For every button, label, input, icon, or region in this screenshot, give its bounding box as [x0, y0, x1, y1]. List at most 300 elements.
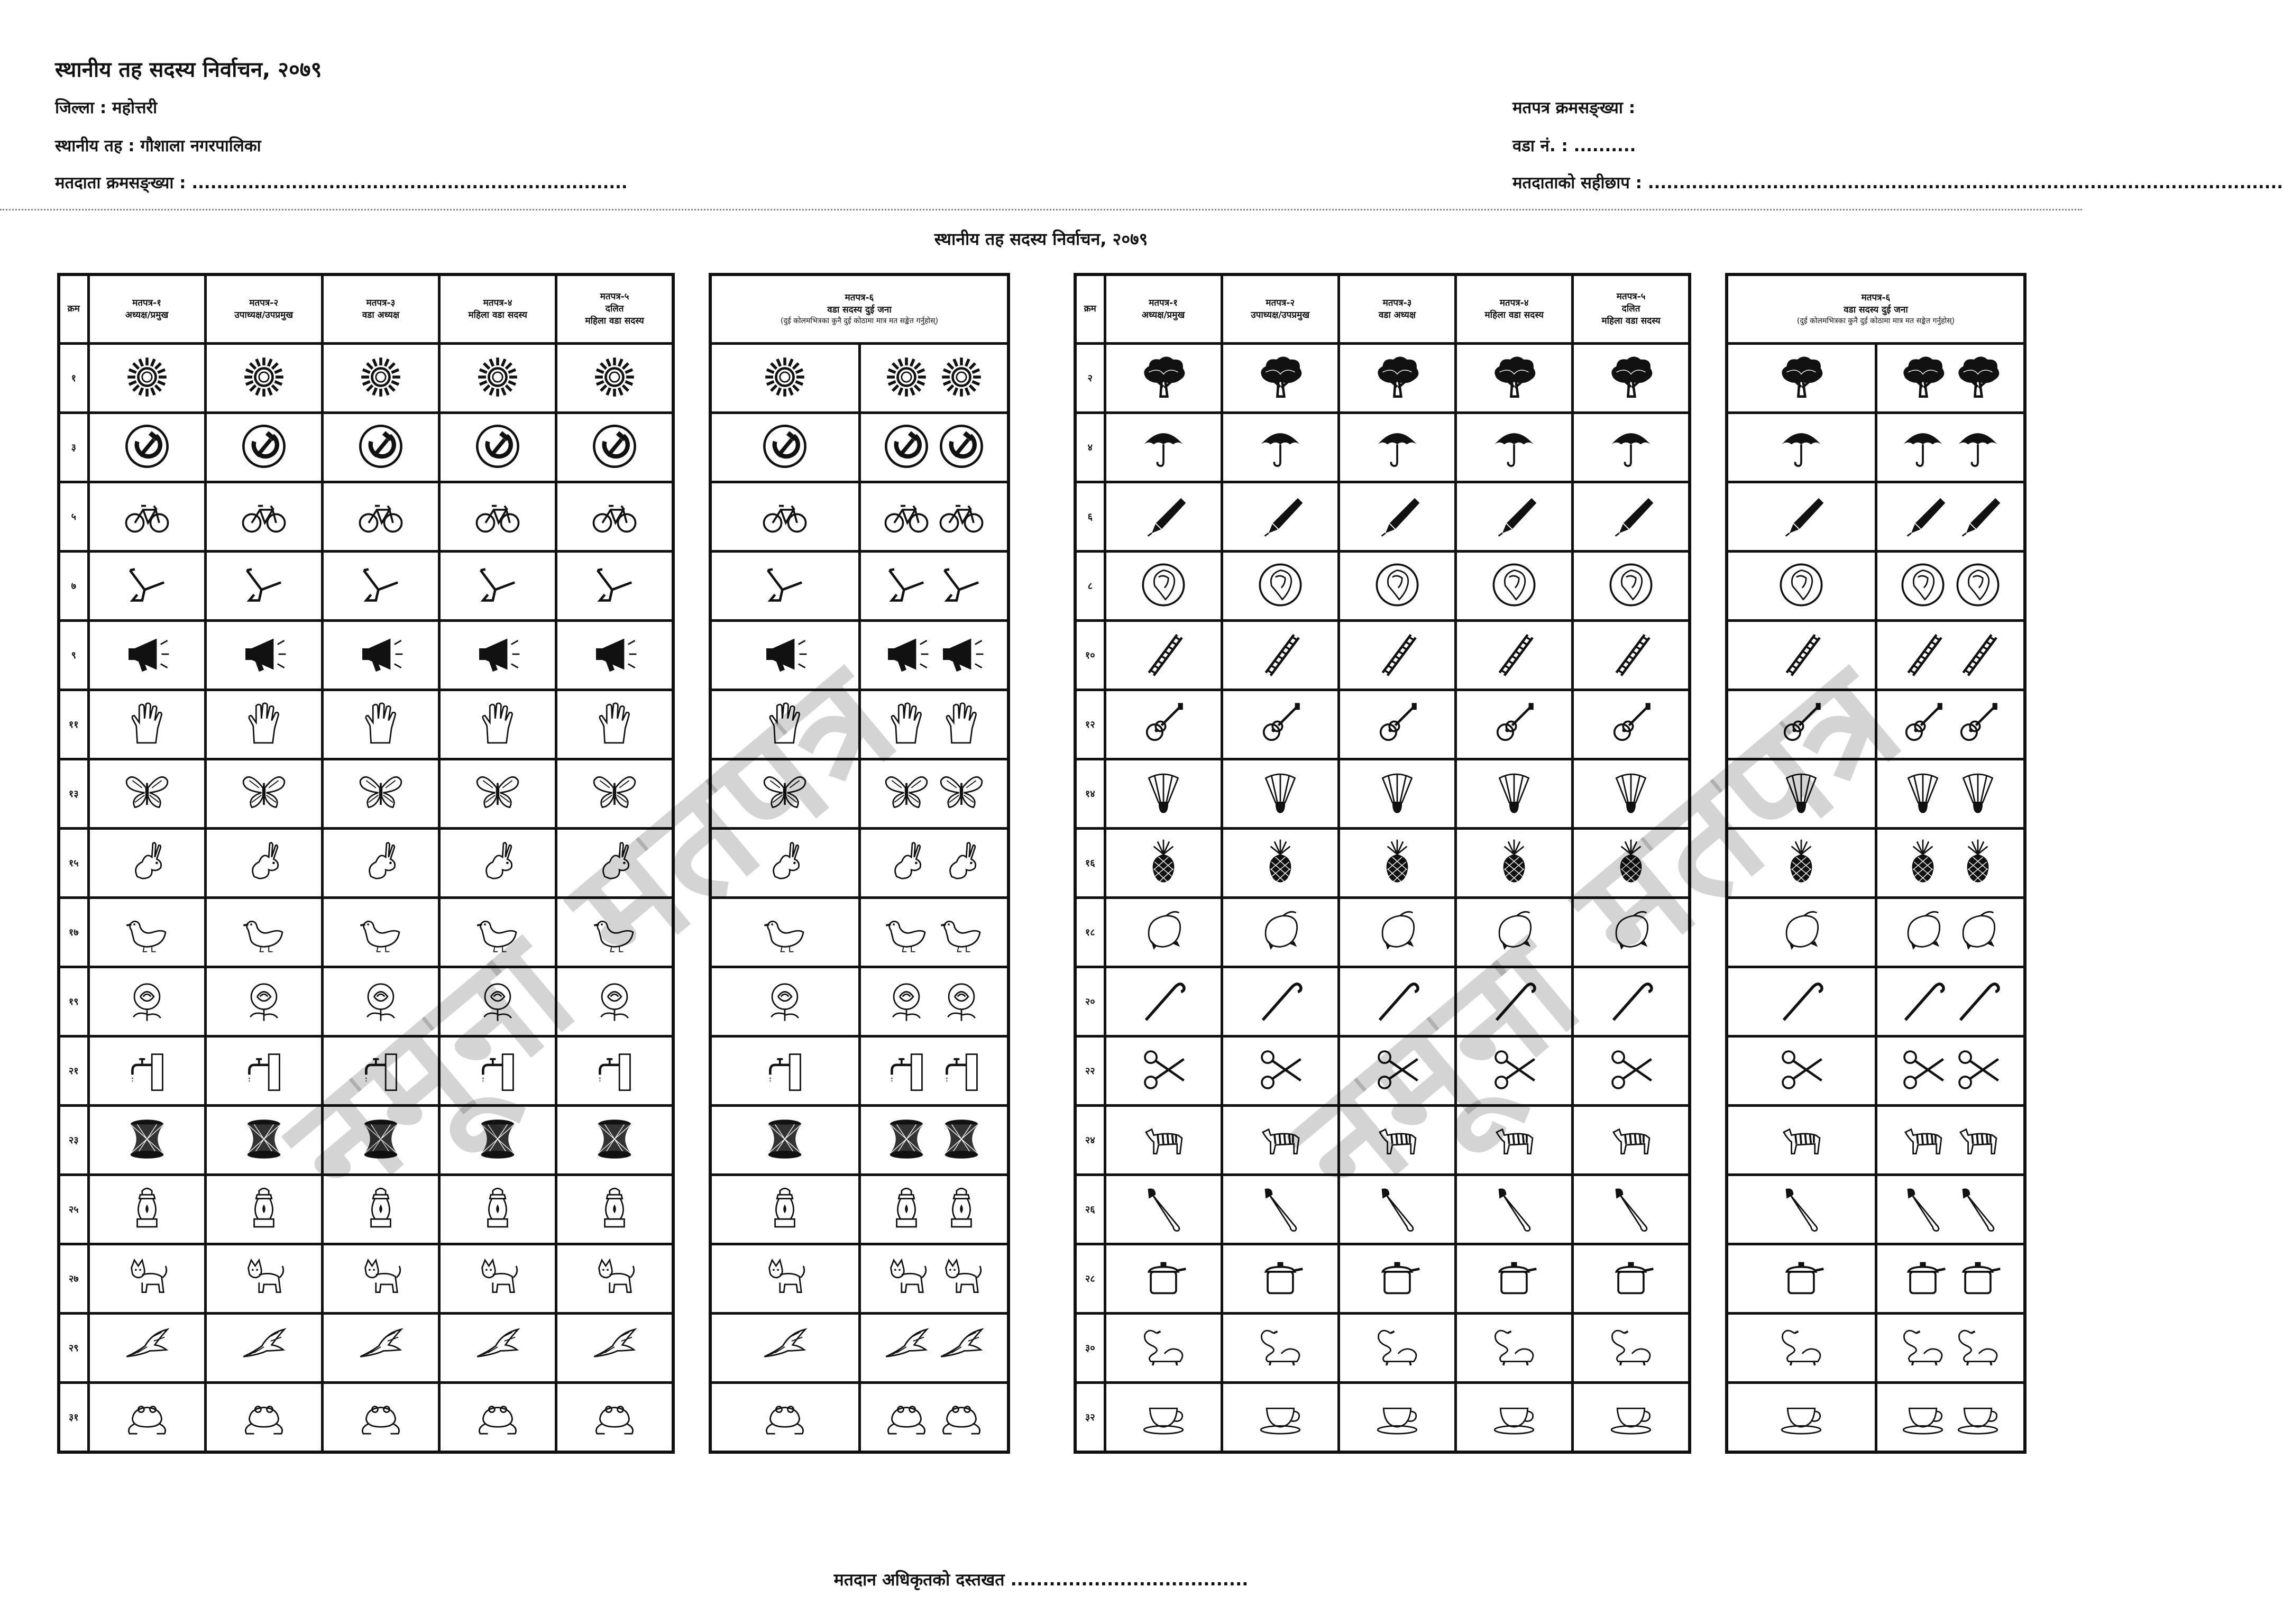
scissors-icon: [1899, 1045, 1947, 1096]
serial-number: ३: [59, 413, 88, 482]
vote-cell-pair[interactable]: [859, 413, 1008, 482]
vote-cell[interactable]: [1573, 1106, 1690, 1175]
vote-cell[interactable]: [1456, 1175, 1573, 1244]
swan-icon: [1256, 1323, 1305, 1373]
vote-cell[interactable]: [1222, 344, 1338, 413]
ladder-icon: [1899, 630, 1947, 681]
vote-cell[interactable]: [1105, 1106, 1222, 1175]
vote-cell[interactable]: [1727, 621, 1876, 690]
eagle-icon: [590, 1323, 639, 1373]
vote-cell[interactable]: [556, 1314, 673, 1383]
vote-cell[interactable]: [322, 1383, 439, 1453]
vote-cell[interactable]: [88, 759, 205, 829]
vote-cell[interactable]: [88, 1036, 205, 1106]
vote-cell[interactable]: [205, 1383, 322, 1453]
vote-cell[interactable]: [439, 1175, 556, 1244]
vote-cell[interactable]: [205, 759, 322, 829]
vote-cell[interactable]: [322, 552, 439, 621]
vote-cell-pair[interactable]: [859, 690, 1008, 759]
vote-cell[interactable]: [556, 344, 673, 413]
lantern-icon: [473, 1184, 522, 1235]
vote-cell[interactable]: [88, 967, 205, 1036]
vote-cell[interactable]: [1727, 1175, 1876, 1244]
frog-icon: [123, 1392, 171, 1443]
vote-cell[interactable]: [88, 552, 205, 621]
vote-cell[interactable]: [1727, 759, 1876, 829]
vote-cell[interactable]: [1222, 829, 1338, 898]
vote-cell[interactable]: [556, 1106, 673, 1175]
vote-cell[interactable]: [710, 344, 859, 413]
vote-cell[interactable]: [439, 1244, 556, 1314]
vote-cell[interactable]: [1727, 1244, 1876, 1314]
rabbit-icon: [590, 838, 639, 888]
tap-icon: [240, 1045, 288, 1096]
vote-cell[interactable]: [1573, 1244, 1690, 1314]
vote-cell[interactable]: [710, 1175, 859, 1244]
vote-cell[interactable]: [1105, 344, 1222, 413]
vote-cell[interactable]: [88, 621, 205, 690]
vote-cell-pair[interactable]: [1876, 829, 2025, 898]
vote-cell[interactable]: [205, 1175, 322, 1244]
vote-cell[interactable]: [1338, 621, 1455, 690]
shuttlecock-icon: [1373, 768, 1422, 819]
vote-cell[interactable]: [205, 898, 322, 967]
vote-cell[interactable]: [205, 344, 322, 413]
walking-stick-icon: [1256, 976, 1305, 1027]
vote-cell[interactable]: [1573, 344, 1690, 413]
vote-cell[interactable]: [1338, 690, 1455, 759]
ballot-column-header: [1573, 274, 1690, 344]
vote-cell[interactable]: [1222, 1244, 1338, 1314]
vote-cell[interactable]: [1338, 759, 1455, 829]
vote-cell[interactable]: [556, 690, 673, 759]
vote-cell[interactable]: [1222, 1175, 1338, 1244]
vote-cell-pair[interactable]: [1876, 621, 2025, 690]
lantern-icon: [937, 1184, 986, 1235]
vote-cell-pair[interactable]: [1876, 344, 2025, 413]
plough-icon: [760, 561, 809, 611]
vote-cell[interactable]: [1573, 1036, 1690, 1106]
vote-cell[interactable]: [1727, 898, 1876, 967]
vote-cell[interactable]: [1338, 898, 1455, 967]
vote-cell[interactable]: [322, 898, 439, 967]
vote-cell[interactable]: [1105, 690, 1222, 759]
vote-cell[interactable]: [88, 1314, 205, 1383]
vote-cell-pair[interactable]: [1876, 1244, 2025, 1314]
vote-cell-pair[interactable]: [859, 759, 1008, 829]
vote-cell-pair[interactable]: [1876, 690, 2025, 759]
vote-cell-pair[interactable]: [1876, 759, 2025, 829]
vote-cell[interactable]: [1105, 1175, 1222, 1244]
butterfly-icon: [937, 768, 986, 819]
vote-cell[interactable]: [710, 1106, 859, 1175]
vote-cell-pair[interactable]: [859, 482, 1008, 552]
vote-cell[interactable]: [439, 759, 556, 829]
mango-icon: [1139, 907, 1188, 958]
vote-cell[interactable]: [322, 1036, 439, 1106]
vote-cell[interactable]: [439, 413, 556, 482]
vote-cell[interactable]: [322, 482, 439, 552]
vote-cell[interactable]: [710, 759, 859, 829]
vote-cell[interactable]: [88, 1106, 205, 1175]
vote-cell[interactable]: [1105, 829, 1222, 898]
tree-icon: [1490, 353, 1538, 403]
vote-cell[interactable]: [556, 1036, 673, 1106]
vote-cell[interactable]: [1456, 829, 1573, 898]
vote-cell[interactable]: [1456, 621, 1573, 690]
vote-cell[interactable]: [1456, 898, 1573, 967]
vote-cell[interactable]: [205, 1244, 322, 1314]
vote-cell[interactable]: [1573, 482, 1690, 552]
vote-cell[interactable]: [1456, 1244, 1573, 1314]
stool-icon: [356, 1115, 405, 1166]
umbrella-icon: [1954, 422, 2002, 473]
vote-cell-pair[interactable]: [1876, 482, 2025, 552]
rose-icon: [760, 976, 809, 1027]
vote-cell-pair[interactable]: [1876, 1383, 2025, 1453]
serial-number: १५: [59, 829, 88, 898]
vote-cell[interactable]: [1573, 1175, 1690, 1244]
hand-icon: [123, 699, 171, 750]
ballot-row: [710, 413, 1008, 482]
vote-cell-pair[interactable]: [1876, 1314, 2025, 1383]
vote-cell[interactable]: [439, 1383, 556, 1453]
vote-cell-pair[interactable]: [859, 829, 1008, 898]
vote-cell[interactable]: [556, 759, 673, 829]
vote-cell[interactable]: [710, 1244, 859, 1314]
vote-cell[interactable]: [205, 1036, 322, 1106]
hammer-sickle-icon: [356, 422, 405, 473]
vote-cell[interactable]: [1222, 621, 1338, 690]
vote-cell[interactable]: [1338, 1106, 1455, 1175]
ward-member-column-header: [710, 274, 1008, 344]
duck-icon: [882, 907, 931, 958]
swan-icon: [1139, 1323, 1188, 1373]
vote-cell[interactable]: [556, 1175, 673, 1244]
vote-cell[interactable]: [1573, 690, 1690, 759]
vote-cell[interactable]: [322, 759, 439, 829]
bicycle-icon: [356, 491, 405, 542]
vote-cell[interactable]: [1456, 344, 1573, 413]
vote-cell[interactable]: [1222, 552, 1338, 621]
vote-cell[interactable]: [439, 482, 556, 552]
post-name: वडा सदस्य दुई जना: [1844, 305, 1908, 316]
vote-cell[interactable]: [205, 552, 322, 621]
vote-cell[interactable]: [205, 1106, 322, 1175]
vote-cell-pair[interactable]: [859, 1314, 1008, 1383]
vote-cell[interactable]: [88, 482, 205, 552]
vote-cell[interactable]: [556, 552, 673, 621]
vote-cell[interactable]: [1727, 1314, 1876, 1383]
tree-icon: [1777, 353, 1826, 403]
vote-cell-pair[interactable]: [1876, 413, 2025, 482]
vote-cell-pair[interactable]: [1876, 967, 2025, 1036]
vote-cell[interactable]: [1456, 413, 1573, 482]
vote-cell[interactable]: [1105, 759, 1222, 829]
serial-number: १६: [1075, 829, 1105, 898]
ward-number-label: वडा नं. : ..........: [1512, 136, 1636, 155]
vote-cell[interactable]: [1338, 344, 1455, 413]
vote-cell[interactable]: [205, 690, 322, 759]
vote-cell[interactable]: [1222, 759, 1338, 829]
vote-cell[interactable]: [710, 898, 859, 967]
vote-cell[interactable]: [1456, 759, 1573, 829]
vote-cell[interactable]: [322, 413, 439, 482]
vote-cell[interactable]: [1456, 690, 1573, 759]
vote-cell[interactable]: [439, 829, 556, 898]
tap-icon: [882, 1045, 931, 1096]
vote-cell[interactable]: [1105, 621, 1222, 690]
serial-number: २३: [59, 1106, 88, 1175]
scissors-icon: [1139, 1045, 1188, 1096]
vote-cell[interactable]: [1222, 1314, 1338, 1383]
vote-cell[interactable]: [1105, 1244, 1222, 1314]
serial-column-header: क्रम: [1075, 274, 1105, 344]
vote-cell-pair[interactable]: [1876, 898, 2025, 967]
vote-cell[interactable]: [322, 1314, 439, 1383]
duck-icon: [240, 907, 288, 958]
vote-cell[interactable]: [1338, 1036, 1455, 1106]
scissors-icon: [1954, 1045, 2002, 1096]
vote-cell[interactable]: [1727, 1106, 1876, 1175]
ballot-column-header: [1456, 274, 1573, 344]
vote-cell-pair[interactable]: [859, 1383, 1008, 1453]
vote-cell[interactable]: [439, 690, 556, 759]
ballot-number: मतपत्र-६: [1861, 292, 1891, 304]
vote-cell[interactable]: [1727, 413, 1876, 482]
vote-cell-pair[interactable]: [859, 552, 1008, 621]
vote-cell[interactable]: [556, 898, 673, 967]
vote-cell[interactable]: [322, 829, 439, 898]
vote-cell[interactable]: [322, 1175, 439, 1244]
tree-icon: [1954, 353, 2002, 403]
vote-cell[interactable]: [88, 898, 205, 967]
vote-cell[interactable]: [439, 1314, 556, 1383]
stool-icon: [760, 1115, 809, 1166]
vote-cell[interactable]: [1727, 552, 1876, 621]
vote-cell-pair[interactable]: [859, 621, 1008, 690]
pineapple-icon: [1373, 838, 1422, 888]
vote-cell[interactable]: [1338, 1175, 1455, 1244]
vote-cell[interactable]: [1222, 413, 1338, 482]
cup-icon: [1777, 1392, 1826, 1443]
vote-cell[interactable]: [1727, 1036, 1876, 1106]
rabbit-icon: [473, 838, 522, 888]
ladder-icon: [1139, 630, 1188, 681]
vote-cell[interactable]: [1222, 1106, 1338, 1175]
conch-icon: [1256, 561, 1305, 611]
scissors-icon: [1607, 1045, 1655, 1096]
vote-cell[interactable]: [1573, 621, 1690, 690]
vote-cell[interactable]: [1456, 482, 1573, 552]
vote-cell[interactable]: [322, 1244, 439, 1314]
vote-cell[interactable]: [1456, 967, 1573, 1036]
vote-cell-pair[interactable]: [859, 967, 1008, 1036]
vote-cell[interactable]: [710, 482, 859, 552]
vote-cell-pair[interactable]: [1876, 1106, 2025, 1175]
vote-cell[interactable]: [1105, 552, 1222, 621]
vote-cell[interactable]: [1338, 1383, 1455, 1453]
vote-cell[interactable]: [439, 621, 556, 690]
vote-cell[interactable]: [1573, 829, 1690, 898]
vote-cell[interactable]: [556, 1244, 673, 1314]
vote-cell[interactable]: [1338, 1244, 1455, 1314]
vote-cell[interactable]: [556, 967, 673, 1036]
vote-cell[interactable]: [205, 1314, 322, 1383]
vote-cell[interactable]: [205, 621, 322, 690]
voter-serial-label: मतदाता क्रमसङ्ख्या : ......................................................................: [55, 173, 628, 192]
vote-cell[interactable]: [556, 482, 673, 552]
guitar-icon: [1607, 699, 1655, 750]
ballot-grid-right-main: [1074, 273, 1691, 1454]
vote-cell[interactable]: [322, 621, 439, 690]
ballot-row: [1727, 482, 2025, 552]
vote-cell[interactable]: [1573, 552, 1690, 621]
vote-cell[interactable]: [710, 413, 859, 482]
vote-cell[interactable]: [1105, 1036, 1222, 1106]
vote-cell[interactable]: [1105, 898, 1222, 967]
vote-cell[interactable]: [88, 413, 205, 482]
vote-cell-pair[interactable]: [859, 1244, 1008, 1314]
vote-cell[interactable]: [88, 1175, 205, 1244]
vote-cell[interactable]: [1222, 482, 1338, 552]
vote-cell[interactable]: [710, 1036, 859, 1106]
pineapple-icon: [1607, 838, 1655, 888]
shuttlecock-icon: [1490, 768, 1538, 819]
vote-cell[interactable]: [88, 1244, 205, 1314]
tree-icon: [1899, 353, 1947, 403]
vote-cell[interactable]: [710, 829, 859, 898]
vote-cell[interactable]: [710, 621, 859, 690]
vote-cell[interactable]: [1573, 967, 1690, 1036]
vote-cell[interactable]: [205, 482, 322, 552]
vote-cell[interactable]: [1338, 829, 1455, 898]
vote-cell[interactable]: [556, 621, 673, 690]
vote-cell[interactable]: [1338, 967, 1455, 1036]
vote-cell[interactable]: [1222, 898, 1338, 967]
stool-icon: [240, 1115, 288, 1166]
vote-cell[interactable]: [1727, 967, 1876, 1036]
vote-cell[interactable]: [1222, 690, 1338, 759]
vote-cell[interactable]: [710, 1314, 859, 1383]
vote-cell[interactable]: [88, 1383, 205, 1453]
ballot-row: [1727, 1383, 2025, 1453]
guitar-icon: [1777, 699, 1826, 750]
vote-cell[interactable]: [710, 690, 859, 759]
vote-cell[interactable]: [205, 413, 322, 482]
vote-cell[interactable]: [88, 690, 205, 759]
vote-cell[interactable]: [1105, 482, 1222, 552]
duck-icon: [937, 907, 986, 958]
vote-cell[interactable]: [1727, 344, 1876, 413]
vote-cell[interactable]: [1105, 1314, 1222, 1383]
vote-cell[interactable]: [205, 829, 322, 898]
safety-pin-icon: [1607, 1184, 1655, 1235]
vote-cell[interactable]: [205, 967, 322, 1036]
vote-cell[interactable]: [322, 1106, 439, 1175]
vote-cell[interactable]: [1338, 1314, 1455, 1383]
vote-cell[interactable]: [556, 1383, 673, 1453]
vote-cell[interactable]: [439, 967, 556, 1036]
serial-number: १८: [1075, 898, 1105, 967]
vote-cell-pair[interactable]: [1876, 1175, 2025, 1244]
shuttlecock-icon: [1899, 768, 1947, 819]
mango-icon: [1373, 907, 1422, 958]
vote-cell[interactable]: [1338, 413, 1455, 482]
vote-cell-pair[interactable]: [859, 344, 1008, 413]
vote-cell-pair[interactable]: [859, 898, 1008, 967]
vote-cell[interactable]: [1105, 413, 1222, 482]
vote-cell-pair[interactable]: [1876, 552, 2025, 621]
vote-cell[interactable]: [1727, 829, 1876, 898]
vote-cell[interactable]: [439, 1036, 556, 1106]
ballot-row: [1075, 413, 1690, 482]
stool-icon: [123, 1115, 171, 1166]
vote-cell[interactable]: [1222, 1383, 1338, 1453]
vote-cell-pair[interactable]: [859, 1175, 1008, 1244]
vote-cell[interactable]: [322, 344, 439, 413]
vote-cell[interactable]: [1105, 967, 1222, 1036]
vote-cell[interactable]: [710, 1383, 859, 1453]
guitar-icon: [1490, 699, 1538, 750]
vote-cell[interactable]: [439, 344, 556, 413]
vote-cell[interactable]: [1105, 1383, 1222, 1453]
ballot-row: [1075, 898, 1690, 967]
vote-cell[interactable]: [1573, 1314, 1690, 1383]
vote-cell[interactable]: [1573, 413, 1690, 482]
safety-pin-icon: [1777, 1184, 1826, 1235]
vote-cell[interactable]: [1222, 1036, 1338, 1106]
zebra-icon: [1777, 1115, 1826, 1166]
vote-cell[interactable]: [1573, 898, 1690, 967]
vote-cell[interactable]: [1456, 1314, 1573, 1383]
tree-icon: [1256, 353, 1305, 403]
lantern-icon: [590, 1184, 639, 1235]
vote-cell[interactable]: [1727, 1383, 1876, 1453]
vote-cell[interactable]: [88, 829, 205, 898]
vote-cell-pair[interactable]: [859, 1106, 1008, 1175]
vote-cell[interactable]: [1456, 1106, 1573, 1175]
vote-cell[interactable]: [439, 552, 556, 621]
vote-cell[interactable]: [1338, 482, 1455, 552]
vote-cell[interactable]: [1456, 1383, 1573, 1453]
vote-cell[interactable]: [322, 967, 439, 1036]
vote-cell[interactable]: [1338, 552, 1455, 621]
vote-cell[interactable]: [1573, 1383, 1690, 1453]
vote-cell[interactable]: [439, 898, 556, 967]
vote-cell-pair[interactable]: [859, 1036, 1008, 1106]
ballot-row: [710, 1175, 1008, 1244]
vote-cell[interactable]: [556, 413, 673, 482]
ballot-row: [1727, 344, 2025, 413]
pen-icon: [1777, 491, 1826, 542]
vote-cell-pair[interactable]: [1876, 1036, 2025, 1106]
vote-cell[interactable]: [556, 829, 673, 898]
vote-cell[interactable]: [439, 1106, 556, 1175]
vote-cell[interactable]: [1573, 759, 1690, 829]
vote-cell[interactable]: [1222, 967, 1338, 1036]
vote-cell[interactable]: [1456, 552, 1573, 621]
vote-cell[interactable]: [1456, 1036, 1573, 1106]
vote-cell[interactable]: [1727, 482, 1876, 552]
vote-cell[interactable]: [322, 690, 439, 759]
cat-icon: [882, 1253, 931, 1304]
vote-cell[interactable]: [1727, 690, 1876, 759]
vote-cell[interactable]: [88, 344, 205, 413]
post-name: वडा अध्यक्ष: [362, 309, 400, 320]
vote-cell[interactable]: [710, 552, 859, 621]
vote-cell[interactable]: [710, 967, 859, 1036]
